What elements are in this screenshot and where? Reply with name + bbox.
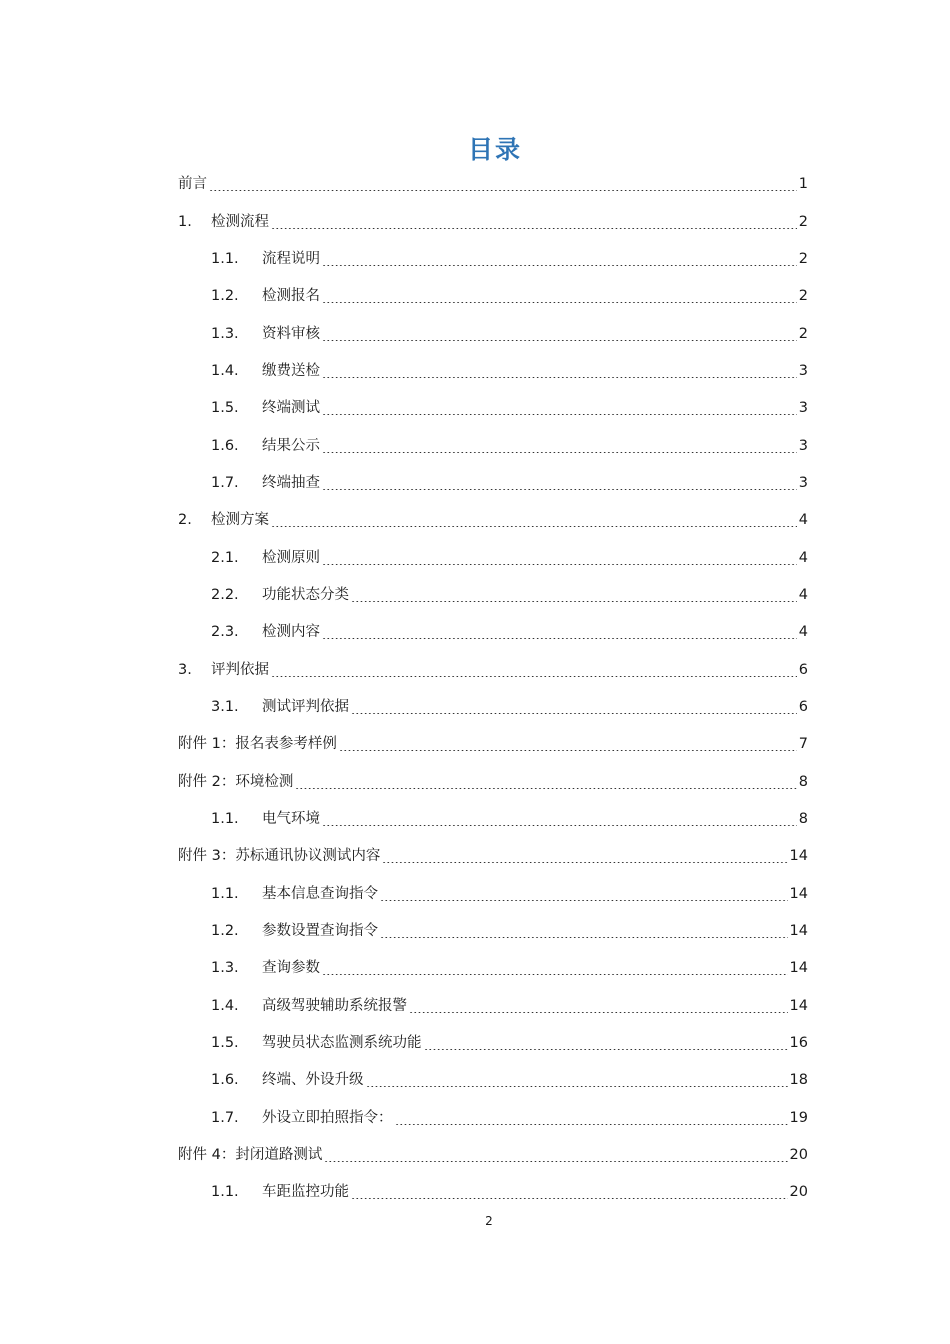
dot-leader: [271, 676, 797, 677]
toc-entry-title[interactable]: 查询参数: [262, 960, 320, 977]
toc-entry-title[interactable]: 终端抽查: [262, 474, 320, 491]
toc-entry[interactable]: [178, 353, 808, 390]
toc-entry-page[interactable]: 2: [798, 250, 808, 267]
dot-leader: [322, 638, 797, 639]
dot-leader: [295, 788, 796, 789]
toc-entry-title[interactable]: 检测方案: [211, 512, 269, 529]
toc-entry[interactable]: [178, 203, 808, 240]
toc-entry-title[interactable]: 终端、外设升级: [262, 1072, 364, 1089]
dot-leader: [380, 900, 788, 901]
toc-entry-page[interactable]: 4: [798, 549, 808, 566]
toc-entry-title[interactable]: 检测内容: [262, 624, 320, 641]
toc-entry[interactable]: [178, 166, 808, 203]
toc-entry[interactable]: [178, 1137, 808, 1174]
toc-entry[interactable]: [178, 764, 808, 801]
toc-entry-number: 2.1.: [211, 549, 239, 566]
toc-entry[interactable]: [178, 315, 808, 352]
toc-entry-title[interactable]: 基本信息查询指令: [262, 885, 378, 902]
toc-entry[interactable]: [178, 689, 808, 726]
dot-leader: [351, 1198, 788, 1199]
page-number: 2: [485, 1214, 493, 1228]
toc-entry[interactable]: [178, 390, 808, 427]
toc-entry-page[interactable]: 14: [789, 997, 808, 1014]
toc-entry-number: 1.2.: [211, 923, 239, 940]
toc-entry-number: 1.4.: [211, 362, 239, 379]
toc-entry-title[interactable]: 终端测试: [262, 400, 320, 417]
toc-entry-number: 1.2.: [211, 288, 239, 305]
toc-entry-page[interactable]: 3: [798, 474, 808, 491]
dot-leader: [322, 377, 797, 378]
page-title: 目录: [467, 134, 522, 164]
toc-entry-number: 1.1.: [211, 1184, 239, 1201]
dot-leader: [271, 228, 797, 229]
toc-entry-number: 1.: [178, 213, 192, 230]
toc-entry-page[interactable]: 14: [789, 960, 808, 977]
toc-entry-page[interactable]: 2: [798, 288, 808, 305]
toc-entry-title[interactable]: 外设立即拍照指令：: [262, 1109, 393, 1126]
dot-leader: [322, 302, 797, 303]
toc-entry[interactable]: [178, 614, 808, 651]
toc-entry-page[interactable]: 4: [798, 512, 808, 529]
toc-entry-number: 1.5.: [211, 400, 239, 417]
toc-entry-title[interactable]: 附件 3：苏标通讯协议测试内容: [178, 848, 381, 865]
toc-entry-title[interactable]: 高级驾驶辅助系统报警: [262, 997, 407, 1014]
toc-entry-page[interactable]: 4: [798, 624, 808, 641]
toc-entry[interactable]: [178, 726, 808, 763]
toc-entry-number: 3.: [178, 661, 192, 678]
toc-entry-number: 1.7.: [211, 1109, 239, 1126]
toc-entry-page[interactable]: 19: [789, 1109, 808, 1126]
dot-leader: [322, 489, 797, 490]
dot-leader: [322, 974, 788, 975]
toc-entry-title[interactable]: 流程说明: [262, 250, 320, 267]
dot-leader: [322, 414, 797, 415]
toc-entry-title[interactable]: 电气环境: [262, 811, 320, 828]
toc-entry-page[interactable]: 20: [789, 1147, 808, 1164]
toc-entry[interactable]: [178, 876, 808, 913]
dot-leader: [339, 750, 797, 751]
dot-leader: [271, 526, 797, 527]
toc-entry-page[interactable]: 14: [789, 848, 808, 865]
toc-entry-number: 1.5.: [211, 1035, 239, 1052]
table-of-contents: [178, 166, 808, 1212]
toc-entry[interactable]: [178, 539, 808, 576]
dot-leader: [324, 1161, 787, 1162]
toc-entry[interactable]: [178, 427, 808, 464]
toc-entry-number: 2.3.: [211, 624, 239, 641]
dot-leader: [351, 713, 797, 714]
dot-leader: [395, 1124, 788, 1125]
toc-entry-title[interactable]: 参数设置查询指令: [262, 923, 378, 940]
toc-entry[interactable]: [178, 278, 808, 315]
toc-entry-number: 1.6.: [211, 1072, 239, 1089]
toc-entry-number: 1.1.: [211, 250, 239, 267]
toc-entry-page[interactable]: 8: [798, 773, 808, 790]
toc-entry[interactable]: [178, 838, 808, 875]
toc-entry-number: 2.2.: [211, 586, 239, 603]
toc-entry-page[interactable]: 3: [798, 437, 808, 454]
toc-entry-number: 1.4.: [211, 997, 239, 1014]
toc-entry-page[interactable]: 18: [789, 1072, 808, 1089]
toc-entry-number: 1.6.: [211, 437, 239, 454]
toc-entry[interactable]: [178, 950, 808, 987]
toc-entry-title[interactable]: 检测报名: [262, 288, 320, 305]
toc-entry-number: 2.: [178, 512, 192, 529]
dot-leader: [209, 190, 797, 191]
toc-entry-page[interactable]: 8: [798, 811, 808, 828]
toc-entry-title[interactable]: 测试评判依据: [262, 698, 349, 715]
toc-entry-title[interactable]: 评判依据: [211, 661, 269, 678]
toc-entry-title[interactable]: 结果公示: [262, 437, 320, 454]
toc-entry-page[interactable]: 20: [789, 1184, 808, 1201]
toc-entry[interactable]: [178, 241, 808, 278]
toc-entry-page[interactable]: 4: [798, 586, 808, 603]
dot-leader: [322, 452, 797, 453]
toc-entry-number: 1.7.: [211, 474, 239, 491]
toc-entry-number: 1.1.: [211, 811, 239, 828]
dot-leader: [380, 937, 788, 938]
dot-leader: [409, 1012, 788, 1013]
toc-entry-title[interactable]: 驾驶员状态监测系统功能: [262, 1035, 422, 1052]
toc-entry-title[interactable]: 检测流程: [211, 213, 269, 230]
toc-entry-title[interactable]: 功能状态分类: [262, 586, 349, 603]
toc-entry-page[interactable]: 6: [798, 698, 808, 715]
toc-entry[interactable]: [178, 988, 808, 1025]
toc-entry-title[interactable]: 检测原则: [262, 549, 320, 566]
dot-leader: [366, 1086, 788, 1087]
toc-entry[interactable]: [178, 502, 808, 539]
toc-entry[interactable]: [178, 1062, 808, 1099]
toc-entry[interactable]: [178, 1025, 808, 1062]
toc-entry-title[interactable]: 车距监控功能: [262, 1184, 349, 1201]
dot-leader: [351, 601, 797, 602]
dot-leader: [322, 265, 797, 266]
dot-leader: [424, 1049, 788, 1050]
toc-entry[interactable]: [178, 577, 808, 614]
toc-entry[interactable]: [178, 913, 808, 950]
toc-entry-page[interactable]: 14: [789, 885, 808, 902]
toc-entry-number: 1.1.: [211, 885, 239, 902]
toc-entry-page[interactable]: 7: [798, 736, 808, 753]
toc-entry[interactable]: [178, 1174, 808, 1211]
toc-entry-page[interactable]: 2: [798, 325, 808, 342]
dot-leader: [322, 340, 797, 341]
dot-leader: [382, 862, 787, 863]
toc-entry-number: 1.3.: [211, 325, 239, 342]
toc-entry-title[interactable]: 附件 2：环境检测: [178, 773, 294, 790]
dot-leader: [322, 825, 797, 826]
toc-entry[interactable]: [178, 1100, 808, 1137]
toc-entry-page[interactable]: 3: [798, 362, 808, 379]
toc-entry-title[interactable]: 前言: [178, 176, 207, 193]
toc-entry-page[interactable]: 3: [798, 400, 808, 417]
toc-entry-title[interactable]: 附件 4：封闭道路测试: [178, 1147, 323, 1164]
toc-entry-page[interactable]: 1: [798, 176, 808, 193]
toc-entry-page[interactable]: 14: [789, 923, 808, 940]
toc-entry[interactable]: [178, 801, 808, 838]
dot-leader: [322, 564, 797, 565]
toc-entry-page[interactable]: 16: [789, 1035, 808, 1052]
toc-entry-title[interactable]: 缴费送检: [262, 362, 320, 379]
toc-entry[interactable]: [178, 465, 808, 502]
toc-entry-title[interactable]: 资料审核: [262, 325, 320, 342]
toc-entry-page[interactable]: 2: [798, 213, 808, 230]
toc-entry[interactable]: [178, 651, 808, 688]
toc-entry-number: 3.1.: [211, 698, 239, 715]
toc-entry-title[interactable]: 附件 1：报名表参考样例: [178, 736, 337, 753]
toc-entry-number: 1.3.: [211, 960, 239, 977]
toc-entry-page[interactable]: 6: [798, 661, 808, 678]
